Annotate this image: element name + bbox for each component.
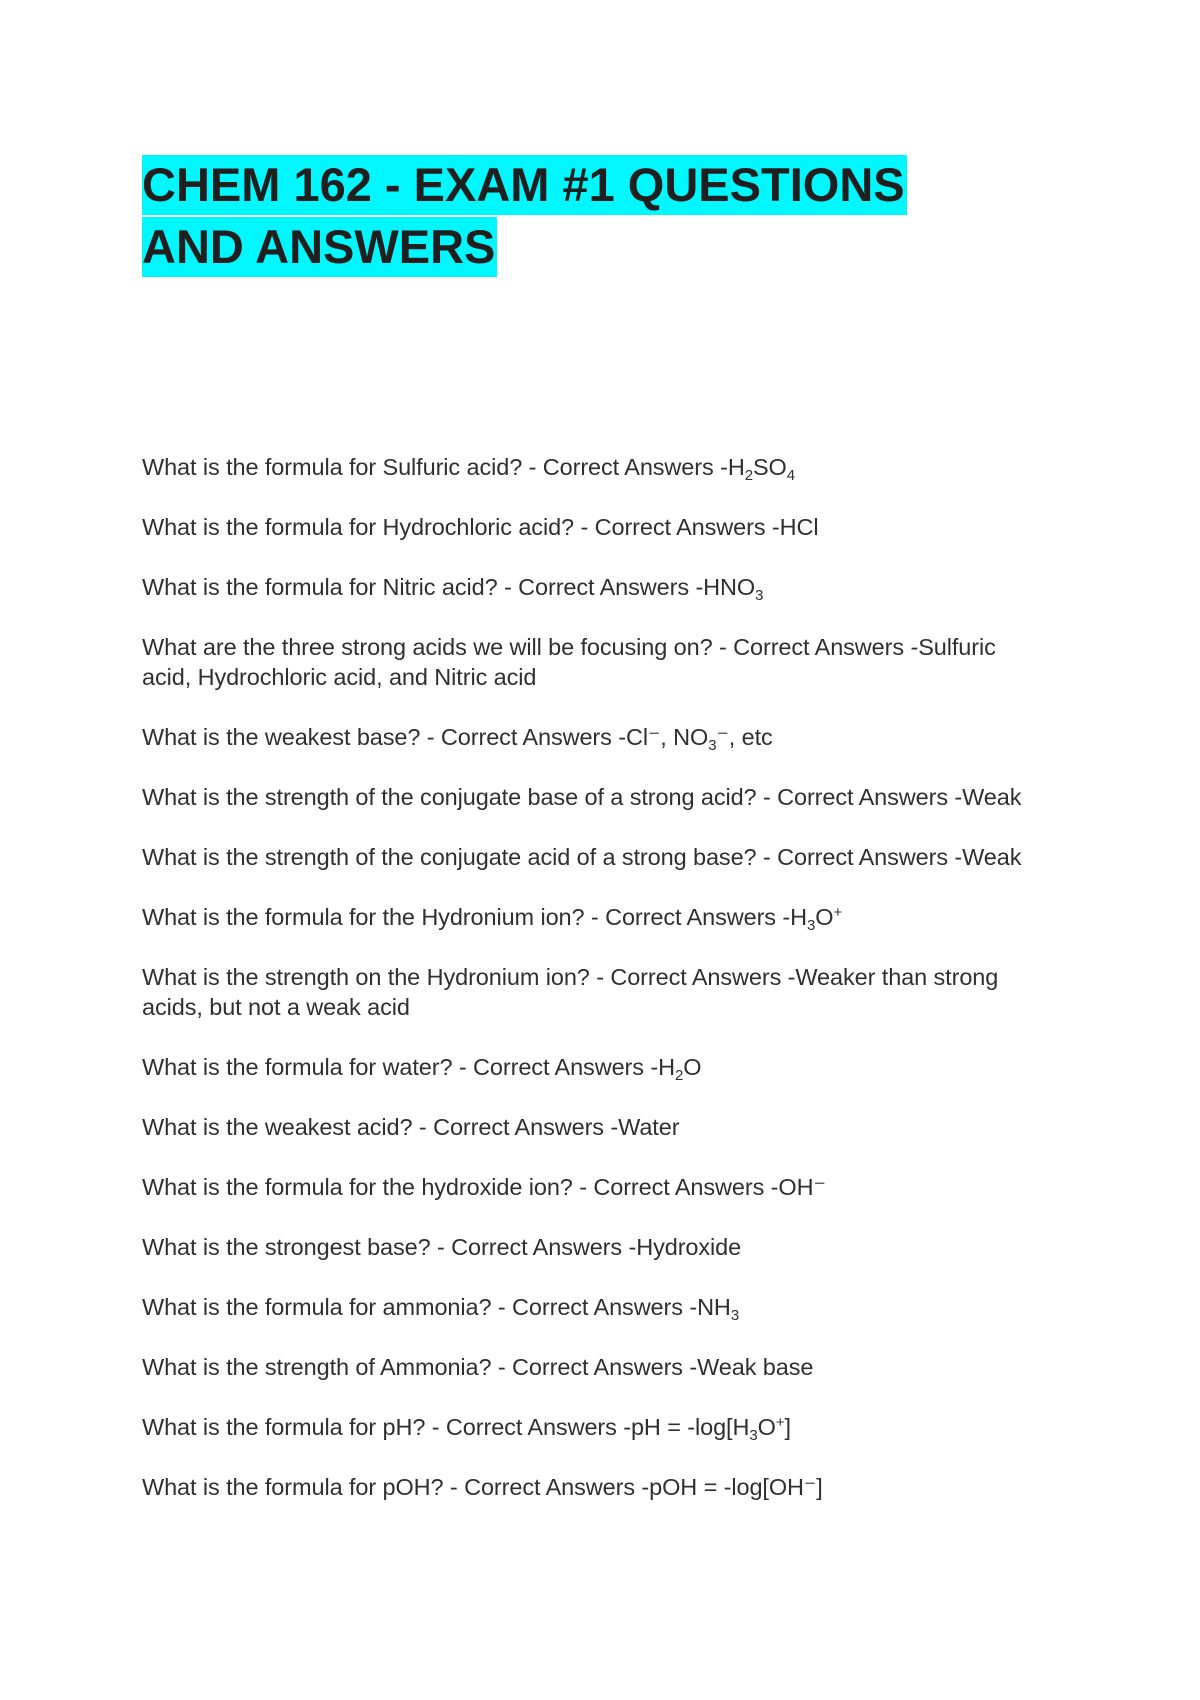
question-text: What is the formula for Nitric acid? - Correct Answers - [142, 574, 704, 600]
qa-item [142, 452, 1042, 482]
qa-item [142, 962, 1042, 1022]
answer-segment: ] [784, 1414, 791, 1440]
qa-item [142, 1052, 1042, 1082]
qa-item [142, 782, 1042, 812]
answer-segment: OH⁻ [778, 1174, 826, 1200]
answer-segment: SO [752, 454, 787, 480]
question-text: What is the strength of the conjugate acid of a strong base? - Correct Answers - [142, 844, 963, 870]
answer-segment: NH [697, 1294, 731, 1320]
answer-text [649, 1474, 823, 1500]
answer-segment: O [683, 1054, 702, 1080]
question-text: What is the strength of Ammonia? - Correct Answers - [142, 1354, 698, 1380]
answer-text [658, 1054, 702, 1084]
answer-segment: O [815, 904, 834, 930]
answer-supscript: + [775, 1414, 785, 1431]
answer-segment: Weaker than strong acids, but not a weak acid [142, 964, 999, 1020]
answer-segment: Cl⁻, NO [625, 724, 709, 750]
title-line-1: CHEM 162 - EXAM #1 QUESTIONS [142, 155, 907, 215]
answer-text [780, 514, 819, 540]
qa-item [142, 842, 1042, 872]
answer-text [790, 904, 843, 934]
qa-item [142, 1352, 1042, 1382]
answer-text [636, 1234, 741, 1260]
qa-item [142, 1172, 1042, 1202]
qa-item [142, 1292, 1042, 1322]
qa-item [142, 902, 1042, 932]
question-text: What is the weakest acid? - Correct Answers - [142, 1114, 619, 1140]
question-text: What is the formula for the hydroxide ion? - Correct Answers - [142, 1174, 779, 1200]
question-text: What is the formula for water? - Correct Answers - [142, 1054, 659, 1080]
answer-segment: Sulfuric acid, Hydrochloric acid, and Nitric acid [142, 634, 996, 690]
answer-subscript: 3 [730, 1307, 740, 1324]
qa-item [142, 722, 1042, 752]
qa-item [142, 1232, 1042, 1262]
answer-segment: H [658, 1054, 675, 1080]
answer-segment: Weak [962, 784, 1022, 810]
answer-segment: ⁻, etc [716, 724, 773, 750]
answer-segment: HCl [779, 514, 819, 540]
answer-text [697, 1294, 740, 1324]
answer-subscript: 3 [807, 917, 816, 934]
answer-segment: H [790, 904, 807, 930]
answer-segment: HNO [703, 574, 756, 600]
answer-segment: Weak base [697, 1354, 814, 1380]
question-text: What is the weakest base? - Correct Answers - [142, 724, 626, 750]
answer-subscript: 3 [708, 737, 717, 754]
question-text: What is the formula for pOH? - Correct Answers - [142, 1474, 650, 1500]
answer-subscript: 2 [744, 467, 753, 484]
answer-text [703, 574, 764, 604]
question-text: What is the strength of the conjugate base of a strong acid? - Correct Answers - [142, 784, 963, 810]
qa-item [142, 572, 1042, 602]
title-line-2: AND ANSWERS [142, 217, 497, 277]
document-title [142, 155, 932, 279]
answer-text [778, 1174, 825, 1200]
qa-item [142, 1112, 1042, 1142]
question-text: What is the strength on the Hydronium ion? - Correct Answers - [142, 964, 796, 990]
answer-segment: Water [618, 1114, 680, 1140]
answer-segment: O [757, 1414, 776, 1440]
qa-item [142, 1472, 1042, 1502]
question-text: What is the formula for pH? - Correct Answers - [142, 1414, 631, 1440]
answer-segment: H [727, 454, 745, 480]
answer-segment: pH = -log[H [630, 1414, 750, 1440]
question-text: What is the formula for the Hydronium ion? - Correct Answers - [142, 904, 791, 930]
answer-text [962, 784, 1021, 810]
answer-segment: pOH = -log[OH⁻] [649, 1474, 823, 1500]
answer-text [630, 1414, 791, 1444]
question-text: What is the formula for Sulfuric acid? - Correct Answers - [142, 454, 728, 480]
answer-text [727, 454, 795, 484]
qa-item [142, 632, 1042, 692]
answer-subscript: 4 [786, 467, 795, 484]
qa-list [142, 452, 1042, 1532]
answer-text [618, 1114, 679, 1140]
answer-subscript: 2 [674, 1067, 684, 1084]
answer-supscript: + [833, 904, 843, 921]
question-text: What is the formula for Hydrochloric acid? - Correct Answers - [142, 514, 780, 540]
answer-text [962, 844, 1021, 870]
qa-item [142, 512, 1042, 542]
question-text: What is the strongest base? - Correct Answers - [142, 1234, 637, 1260]
answer-text [697, 1354, 813, 1380]
answer-segment: Hydroxide [636, 1234, 742, 1260]
answer-text [625, 724, 773, 754]
answer-subscript: 3 [755, 587, 764, 604]
qa-item [142, 1412, 1042, 1442]
question-text: What are the three strong acids we will be focusing on? - Correct Answers - [142, 634, 919, 660]
question-text: What is the formula for ammonia? - Correct Answers - [142, 1294, 698, 1320]
answer-segment: Weak [962, 844, 1022, 870]
answer-subscript: 3 [749, 1427, 758, 1444]
